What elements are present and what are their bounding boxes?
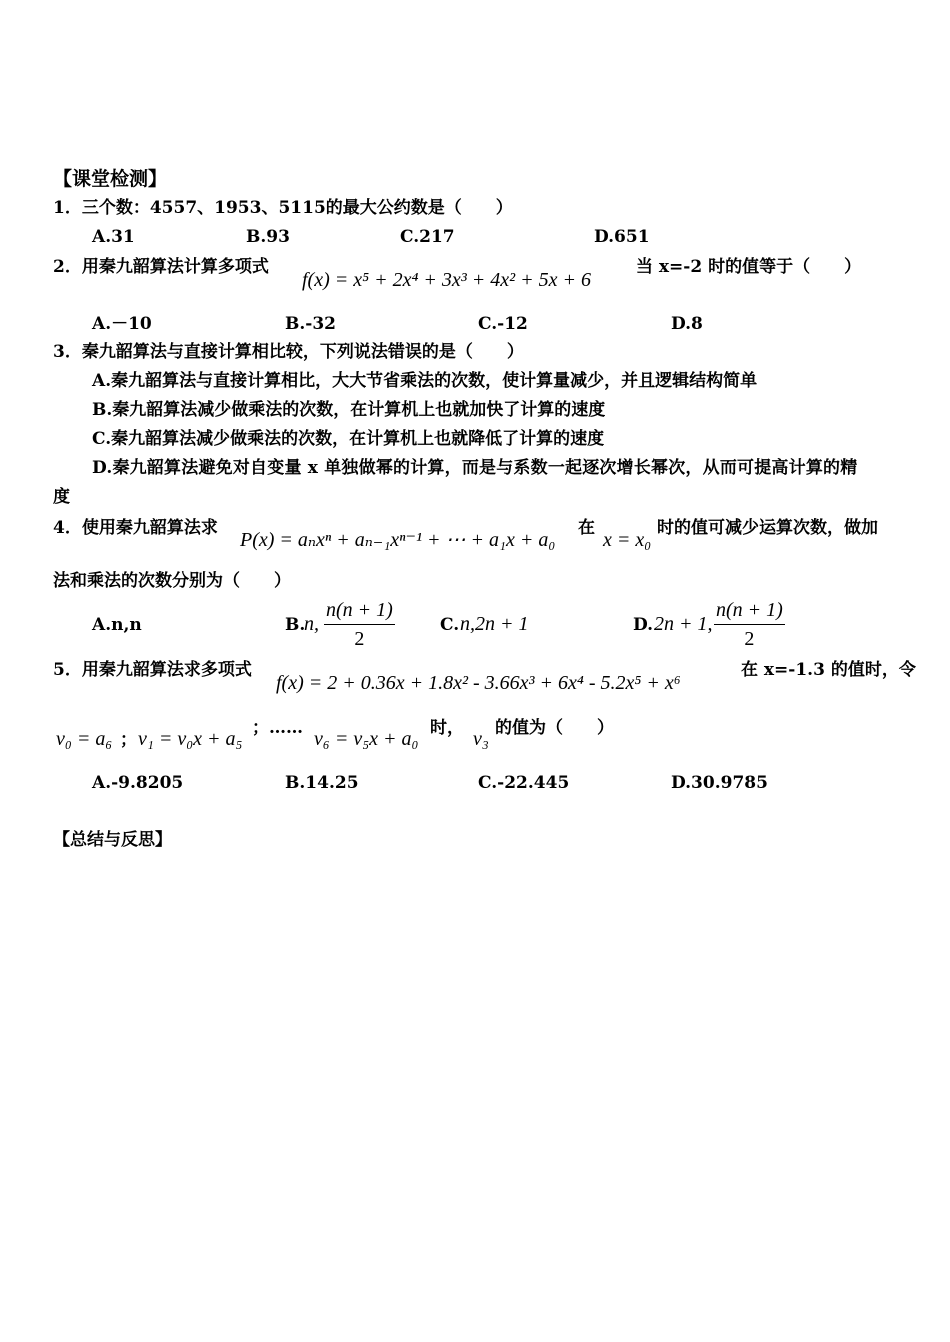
q4-option-c-label: C. <box>440 615 460 635</box>
q4-option-b-denominator: 2 <box>354 628 365 650</box>
q5-v0: v₀ = a₆ <box>56 728 113 750</box>
q1-option-b: B.93 <box>246 227 290 247</box>
q4-formula: P(x) = aₙxⁿ + aₙ₋₁xⁿ⁻¹ + ⋯ + a₁x + a₀ <box>240 529 556 551</box>
q5-when: 时， <box>430 718 464 738</box>
q3-option-c: C.秦九韶算法减少做乘法的次数，在计算机上也就降低了计算的速度 <box>92 429 605 449</box>
q5-v1: v₁ = v₀x + a₅ <box>138 728 243 750</box>
q5-option-d: D.30.9785 <box>671 773 768 793</box>
q4-option-d-denominator: 2 <box>744 628 755 650</box>
q2-option-c: C.-12 <box>478 314 528 334</box>
q4-option-d-prefix: 2n + 1, <box>654 613 713 635</box>
q4-option-d-fraction <box>714 600 785 649</box>
q5-v3: v₃ <box>473 728 489 750</box>
question-5-lead: 5．用秦九韶算法求多项式 <box>53 660 252 680</box>
q5-option-a: A.-9.8205 <box>92 773 184 793</box>
q4-option-b-numerator: n(n + 1) <box>324 600 395 625</box>
q2-option-b: B.-32 <box>285 314 336 334</box>
question-4-at: 在 <box>578 518 595 538</box>
q4-option-b-fraction <box>324 600 395 649</box>
summary-title: 【总结与反思】 <box>53 830 172 850</box>
q5-option-b: B.14.25 <box>285 773 359 793</box>
question-4-lead: 4．使用秦九韶算法求 <box>53 518 218 538</box>
q4-option-b-label: B. <box>285 615 306 635</box>
question-4-tail: 时的值可减少运算次数，做加 <box>657 518 878 538</box>
q5-sep2: ；…… <box>252 718 303 738</box>
q3-option-d-wrap: 度 <box>53 487 70 507</box>
q3-option-a: A.秦九韶算法与直接计算相比，大大节省乘法的次数，使计算量减少，并且逻辑结构简单 <box>92 371 758 391</box>
q2-formula: f(x) = x⁵ + 2x⁴ + 3x³ + 4x² + 5x + 6 <box>302 269 592 291</box>
question-3: 3．秦九韶算法与直接计算相比较，下列说法错误的是（ ） <box>53 342 524 362</box>
question-1: 1．三个数：4557、1953、5115的最大公约数是（ ） <box>53 198 513 218</box>
q1-option-d: D.651 <box>594 227 650 247</box>
q1-option-a: A.31 <box>92 227 135 247</box>
q5-sep1: ； <box>120 730 137 750</box>
question-5-tail: 在 x=-1.3 的值时，令 <box>741 660 916 680</box>
section-title: 【课堂检测】 <box>53 168 168 190</box>
question-4-line2: 法和乘法的次数分别为（ ） <box>53 571 291 591</box>
q4-option-d-numerator: n(n + 1) <box>714 600 785 625</box>
q4-option-b-prefix: n, <box>304 613 319 635</box>
q4-option-d-label: D. <box>633 615 654 635</box>
q5-formula: f(x) = 2 + 0.36x + 1.8x² - 3.66x³ + 6x⁴ - 5.2x⁵ + x⁶ <box>276 672 681 694</box>
q2-option-a: A.－10 <box>92 314 152 334</box>
q4-point: x = x₀ <box>603 529 652 551</box>
q5-v6: v₆ = v₅x + a₀ <box>314 728 419 750</box>
q5-ask: 的值为（ ） <box>495 718 614 738</box>
q4-option-c-value: n,2n + 1 <box>460 613 529 635</box>
q5-option-c: C.-22.445 <box>478 773 570 793</box>
question-2-tail: 当 x=-2 时的值等于（ ） <box>636 257 862 277</box>
q4-option-a: A.n,n <box>92 615 142 635</box>
q2-option-d: D.8 <box>671 314 703 334</box>
q1-option-c: C.217 <box>400 227 455 247</box>
question-2-lead: 2．用秦九韶算法计算多项式 <box>53 257 269 277</box>
q3-option-d: D.秦九韶算法避免对自变量 x 单独做幂的计算，而是与系数一起逐次增长幂次，从而可提高计算的精 <box>92 458 858 478</box>
q3-option-b: B.秦九韶算法减少做乘法的次数，在计算机上也就加快了计算的速度 <box>92 400 606 420</box>
